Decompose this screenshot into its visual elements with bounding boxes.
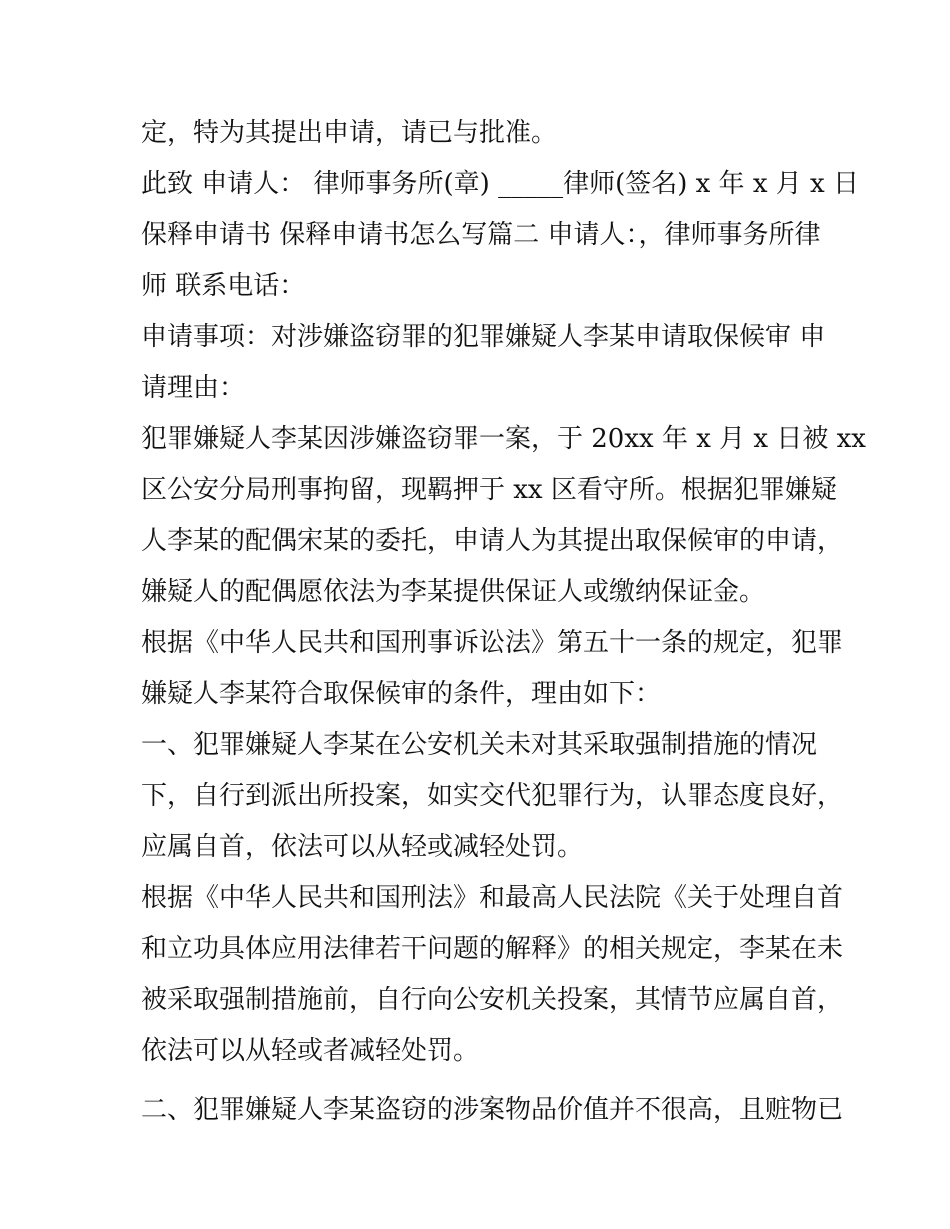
text-line: 嫌疑人李某符合取保候审的条件，理由如下： <box>141 679 662 709</box>
text-line: 下，自行到派出所投案，如实交代犯罪行为，认罪态度良好， <box>141 781 844 811</box>
text-line: 定，特为其提出申请，请已与批准。 <box>141 118 558 148</box>
text-line: 师 联系电话： <box>141 271 306 301</box>
text-line: 依法可以从轻或者减轻处罚。 <box>141 1036 480 1066</box>
text-line: 应属自首，依法可以从轻或减轻处罚。 <box>141 832 584 862</box>
text-line: 此致 申请人： 律师事务所(章) _____律师(签名) x 年 x 月 x 日 <box>141 169 859 199</box>
document-body <box>141 108 866 1136</box>
text-line: 申请事项：对涉嫌盗窃罪的犯罪嫌疑人李某申请取保候审 申 <box>141 322 826 352</box>
text-line: 人李某的配偶宋某的委托，申请人为其提出取保候审的申请， <box>141 526 844 556</box>
text-line: 根据《中华人民共和国刑法》和最高人民法院《关于处理自首 <box>141 883 844 913</box>
text-line: 区公安分局刑事拘留，现羁押于 xx 区看守所。根据犯罪嫌疑 <box>141 475 837 505</box>
text-line: 二、犯罪嫌疑人李某盗窃的涉案物品价值并不很高，且赃物已 <box>141 1095 844 1125</box>
text-line: 一、犯罪嫌疑人李某在公安机关未对其采取强制措施的情况 <box>141 730 818 760</box>
text-line: 和立功具体应用法律若干问题的解释》的相关规定，李某在未 <box>141 934 844 964</box>
text-line: 保释申请书 保释申请书怎么写篇二 申请人：，律师事务所律 <box>141 220 821 250</box>
text-line: 犯罪嫌疑人李某因涉嫌盗窃罪一案，于 20xx 年 x 月 x 日被 xx <box>141 424 866 454</box>
text-line: 请理由： <box>141 373 246 403</box>
text-line: 根据《中华人民共和国刑事诉讼法》第五十一条的规定，犯罪 <box>141 628 844 658</box>
text-line: 被采取强制措施前，自行向公安机关投案，其情节应属自首， <box>141 985 844 1015</box>
text-line: 嫌疑人的配偶愿依法为李某提供保证人或缴纳保证金。 <box>141 577 766 607</box>
